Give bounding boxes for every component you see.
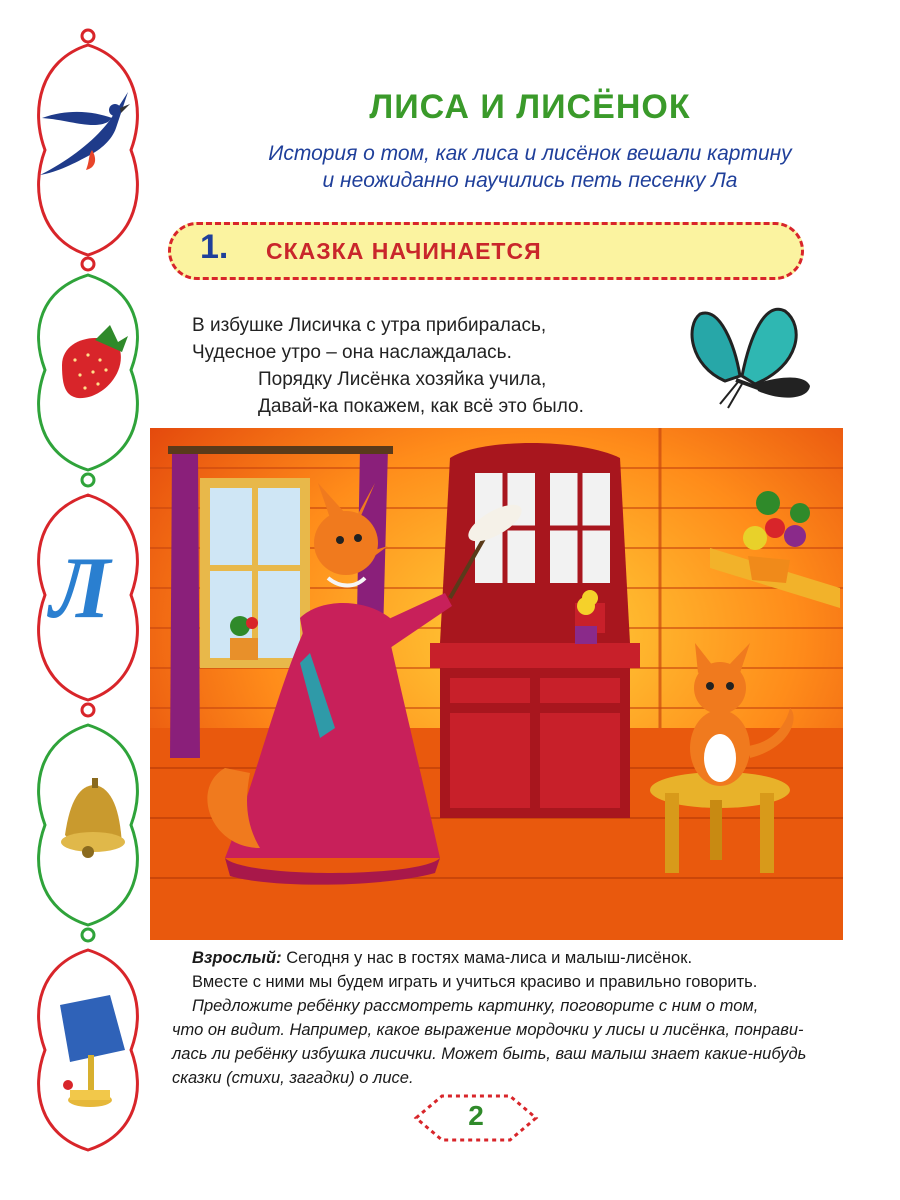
page-title: ЛИСА И ЛИСЁНОК: [369, 88, 691, 126]
subtitle-line-1: История о том, как лиса и лисёнок вешали картину: [268, 142, 792, 165]
strawberry-icon: [62, 325, 128, 398]
poem-line-3: Порядку Лисёнка хозяйка учила,: [258, 369, 547, 390]
adult-label: Взрослый:: [192, 949, 282, 967]
bell-icon: [61, 778, 125, 858]
stool: [650, 772, 790, 873]
instruction-line-3: Предложите ребёнку рассмотреть картинку, поговорите с ним о том,: [192, 997, 759, 1015]
instruction-line-4: что он видит. Например, какое выражение мордочки у лисы и лисёнка, понрави-: [172, 1021, 804, 1039]
fox-house-illustration: [150, 428, 843, 940]
subtitle-line-2: и неожиданно научились петь песенку Ла: [322, 169, 738, 192]
instruction-line-1: [192, 946, 692, 970]
section-number: 1.: [200, 228, 229, 266]
poem-line-1: В избушке Лисичка с утра прибиралась,: [192, 315, 547, 336]
instruction-line-2: Вместе с ними мы будем играть и учиться красиво и правильно говорить.: [192, 973, 758, 991]
instruction-line-5: лась ли ребёнку избушка лисички. Может быть, ваш малыш знает какие-нибудь: [172, 1045, 807, 1063]
ornament-letter: Л: [50, 540, 111, 637]
instruction-text-1: Сегодня у нас в гостях мама-лиса и малыш-лисёнок.: [281, 949, 693, 967]
swallow-icon: [40, 92, 130, 175]
page-number: 2: [468, 1100, 484, 1131]
instruction-line-6: сказки (стихи, загадки) о лисе.: [172, 1069, 414, 1087]
window: [200, 478, 310, 668]
lamp-icon: [60, 995, 125, 1107]
cupboard: [430, 443, 640, 818]
poem-line-2: Чудесное утро – она наслаждалась.: [192, 342, 512, 363]
poem-line-4: Давай-ка покажем, как всё это было.: [258, 396, 584, 417]
page-subtitle: [160, 140, 900, 194]
butterfly-icon: [680, 296, 820, 416]
section-title: СКАЗКА НАЧИНАЕТСЯ: [266, 238, 542, 264]
